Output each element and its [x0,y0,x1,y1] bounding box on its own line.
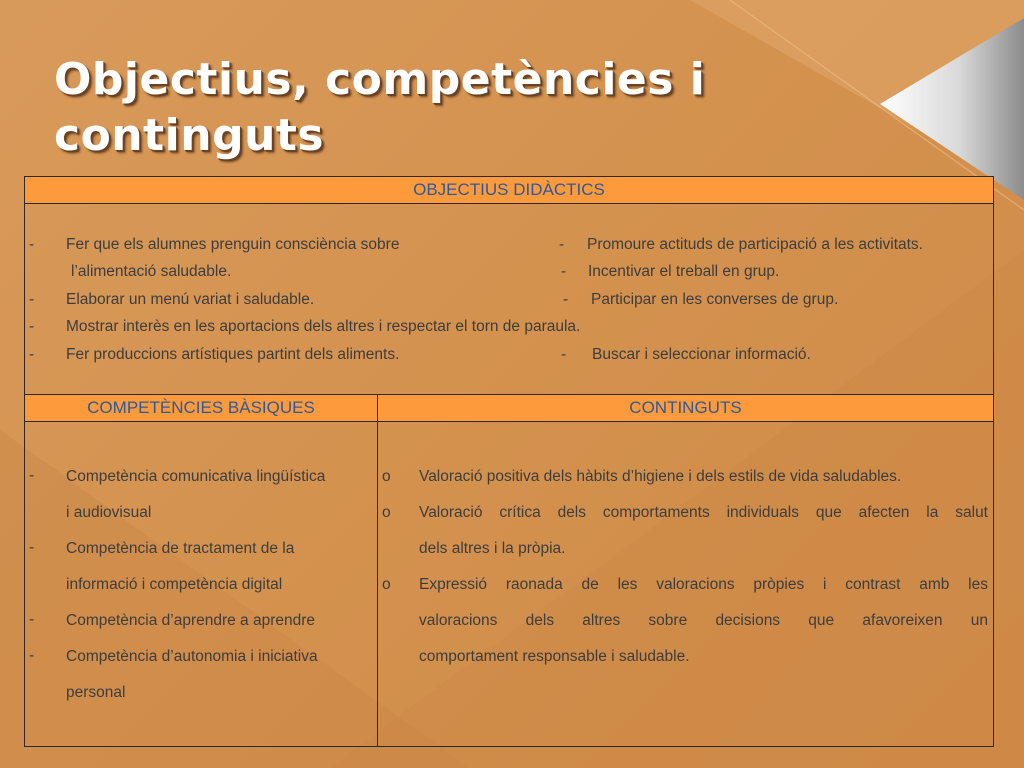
objectiu-bullet: - [29,346,35,363]
objectius-header: OBJECTIUS DIDÀCTICS [25,177,994,204]
objectiu-bullet: - [561,263,567,280]
competencia-item: Competència d’aprendre a aprendre [66,612,316,629]
competencies-header: COMPETÈNCIES BÀSIQUES [25,395,378,422]
contingut-item: dels altres i la pròpia. [419,540,566,557]
competencia-bullet: - [29,467,35,484]
competencia-item: Competència de tractament de la [66,540,295,557]
objectiu-item: l’alimentació saludable. [71,263,232,280]
objectiu-bullet: - [29,236,35,253]
competencies-cell [25,422,378,747]
contingut-bullet: o [382,468,391,485]
contingut-item: valoracions dels altres sobre decisions que afavoreixen un [419,612,988,629]
contingut-item: Valoració positiva dels hàbits d’higiene i dels estils de vida saludables. [419,468,902,485]
continguts-header: CONTINGUTS [378,395,994,422]
contingut-item: Expressió raonada de les valoracions pròpies i contrast amb les [419,576,988,593]
objectiu-bullet: - [561,346,567,363]
competencia-bullet: - [29,647,35,664]
continguts-cell [378,422,994,747]
competencia-bullet: - [29,611,35,628]
contingut-bullet: o [382,576,391,593]
competencia-item: Competència d’autonomia i iniciativa [66,648,318,665]
objectius-cell [25,204,994,395]
objectiu-item: Elaborar un menú variat i saludable. [66,291,315,308]
competencia-item: i audiovisual [66,504,152,521]
competencia-item: informació i competència digital [66,576,283,593]
page-title: Objectius, competències i continguts [54,54,706,161]
objectiu-item: Incentivar el treball en grup. [588,263,780,280]
objectiu-item: Buscar i seleccionar informació. [592,346,811,363]
objectiu-item: Promoure actituds de participació a les activitats. [587,236,923,253]
objectiu-item: Participar en les converses de grup. [591,291,839,308]
competencia-bullet: - [29,539,35,556]
objectiu-bullet: - [559,236,565,253]
objectiu-bullet: - [29,291,35,308]
objectiu-item: Fer produccions artístiques partint dels aliments. [66,346,400,363]
curriculum-table [24,176,994,747]
objectiu-bullet: - [29,318,35,335]
competencia-item: personal [66,684,126,701]
contingut-bullet: o [382,504,391,521]
objectiu-item: Mostrar interès en les aportacions dels altres i respectar el torn de paraula. [66,318,581,335]
objectiu-bullet: - [563,291,569,308]
contingut-item: comportament responsable i saludable. [419,648,690,665]
objectiu-item: Fer que els alumnes prenguin consciència sobre [66,236,400,253]
contingut-item: Valoració crítica dels comportaments individuals que afecten la salut [419,504,988,521]
competencia-item: Competència comunicativa lingüística [66,468,326,485]
